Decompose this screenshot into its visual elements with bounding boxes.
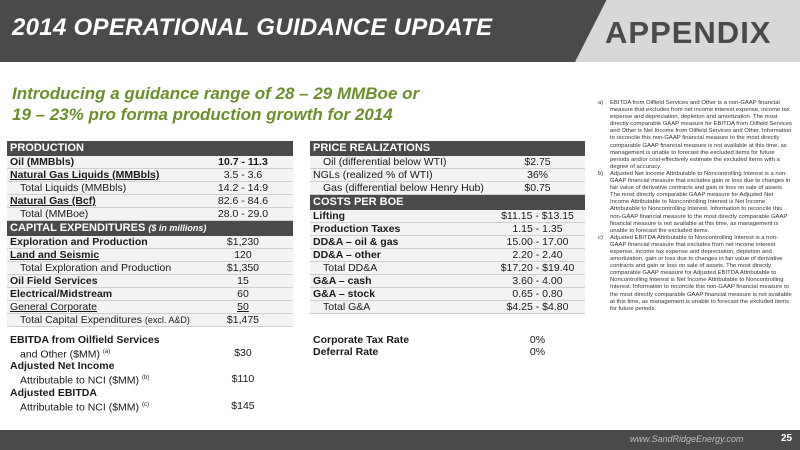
row-value: 14.2 - 14.9 [193, 182, 293, 195]
row-label: Exploration and Production [7, 236, 193, 249]
footnote-text: Adjusted Net Income Attributable to Noncontrolling Interest is a non-GAAP financial measure that excludes gain or loss due to changes in fair value of derivative contracts and gain or loss on sale of assets. The most directly comparable GAAP measure for Adjusted Net Income Attributable to Noncontrolling Interest is Net Income Attributable to Noncontrolling Interest. Information to reconcile this non-GAAP financial measure to the most directly comparable GAAP financial measure is not available at this time, as management is unable to forecast the excluded items. [610, 170, 791, 234]
footnote-b [598, 171, 793, 235]
table-row [7, 301, 293, 314]
row-label: Natural Gas (Bcf) [7, 195, 193, 208]
footer-bar [0, 430, 800, 450]
subtitle [12, 83, 452, 125]
row-label: Gas (differential below Henry Hub) [310, 182, 490, 195]
prices-header [310, 141, 585, 156]
row-label: Total Capital Expenditures [20, 314, 142, 326]
table-row [7, 275, 293, 288]
row-label: Total Exploration and Production [7, 262, 193, 275]
table-row [7, 262, 293, 275]
table-row [7, 314, 293, 327]
table-row [310, 236, 585, 249]
table-row [310, 249, 585, 262]
appendix-label: APPENDIX [605, 15, 772, 50]
table-row [310, 301, 585, 314]
table-row [7, 156, 293, 169]
row-value: $17.20 - $19.40 [490, 262, 585, 275]
row-label: G&A – stock [310, 288, 490, 301]
row-label: Total Liquids (MMBbls) [7, 182, 193, 195]
guidance-table-right [310, 141, 585, 358]
costs-heading: COSTS PER BOE [310, 195, 585, 211]
footnote-text: EBITDA from Oilfield Services and Other is a non-GAAP financial measure that excludes from net income interest expense, income tax expense and depreciation, depletion and amortization. The most directly comparable GAAP measure for EBITDA from Oilfield Services and Other is Net Income from Oilfield Services and Other. Information to reconcile this non-GAAP financial measure to the most directly comparable GAAP financial measure is not available at this time, as management is unable to forecast the excluded items for future periods and/or cost-effectively estimate the excluded items with a degree of accuracy. [610, 100, 792, 170]
row-value: $110 [193, 372, 293, 387]
capex-header [7, 221, 293, 237]
table-row [7, 372, 293, 387]
row-value: 50 [193, 301, 293, 314]
production-header [7, 141, 293, 156]
row-value: 10.7 - 11.3 [193, 156, 293, 169]
row-label: DD&A – other [310, 249, 490, 262]
row-label: Total G&A [310, 301, 490, 314]
subtitle-line-1: Introducing a guidance range of 28 – 29 MMBoe or [12, 84, 420, 103]
table-row [310, 182, 585, 195]
row-value: 60 [193, 288, 293, 301]
table-row [310, 346, 585, 358]
row-label-suffix: (excl. A&D) [144, 315, 190, 325]
website-link[interactable]: www.SandRidgeEnergy.com [630, 434, 744, 444]
row-value: $11.15 - $13.15 [490, 210, 585, 223]
prices-heading: PRICE REALIZATIONS [310, 141, 585, 156]
table-row [7, 288, 293, 301]
row-label: Oil (MMBbls) [7, 156, 193, 169]
table-row [310, 169, 585, 182]
row-value: 0% [490, 346, 585, 358]
footnote-letter: b) [598, 170, 604, 177]
table-row [7, 387, 293, 399]
table-row [310, 275, 585, 288]
page-title: 2014 OPERATIONAL GUIDANCE UPDATE [12, 14, 493, 41]
row-label: Attributable to NCI ($MM) [20, 401, 140, 413]
header-bar [0, 0, 800, 62]
row-value: 3.60 - 4.00 [490, 275, 585, 288]
footnotes [598, 100, 793, 313]
table-row [7, 236, 293, 249]
row-label: G&A – cash [310, 275, 490, 288]
row-label: EBITDA from Oilfield Services [7, 334, 193, 346]
page-number: 25 [781, 433, 793, 444]
row-value: $4.25 - $4.80 [490, 301, 585, 314]
row-label: Electrical/Midstream [7, 288, 193, 301]
row-label: and Other ($MM) [20, 348, 100, 360]
row-label: Total DD&A [310, 262, 490, 275]
table-row [7, 346, 293, 361]
row-value: $2.75 [490, 156, 585, 169]
row-label: Natural Gas Liquids (MMBbls) [7, 169, 193, 182]
row-label: NGLs (realized % of WTI) [310, 169, 490, 182]
table-row [310, 288, 585, 301]
row-value: $1,350 [193, 262, 293, 275]
row-value: $1,475 [193, 314, 293, 327]
table-row [7, 360, 293, 372]
row-value: 36% [490, 169, 585, 182]
row-value: 15.00 - 17.00 [490, 236, 585, 249]
row-label: Deferral Rate [310, 346, 490, 358]
footnote-letter: c) [598, 234, 603, 241]
row-value: $145 [193, 399, 293, 414]
row-value: 0% [490, 334, 585, 346]
row-value: 15 [193, 275, 293, 288]
table-row [310, 156, 585, 169]
table-row [7, 334, 293, 346]
row-value: 3.5 - 3.6 [193, 169, 293, 182]
row-label: Land and Seismic [7, 249, 193, 262]
row-value: 28.0 - 29.0 [193, 208, 293, 221]
row-label: Oil (differential below WTI) [310, 156, 490, 169]
row-label: Corporate Tax Rate [310, 334, 490, 346]
footnote-letter: a) [598, 100, 604, 106]
table-row [7, 249, 293, 262]
table-row [7, 195, 293, 208]
row-label: Lifting [310, 210, 490, 223]
row-value: $1,230 [193, 236, 293, 249]
costs-header [310, 195, 585, 211]
table-row [310, 223, 585, 236]
table-row [310, 262, 585, 275]
table-row [310, 334, 585, 346]
row-value: 120 [193, 249, 293, 262]
table-row [7, 208, 293, 221]
table-row [310, 210, 585, 223]
row-value: 82.6 - 84.6 [193, 195, 293, 208]
production-heading: PRODUCTION [7, 141, 293, 156]
row-label: DD&A – oil & gas [310, 236, 490, 249]
capex-unit: ($ in millions) [148, 223, 207, 233]
subtitle-line-2: 19 – 23% pro forma production growth for 2014 [12, 105, 393, 124]
footnote-a [598, 100, 793, 171]
footnote-ref: (c) [141, 401, 149, 408]
footnote-text: Adjusted EBITDA Attributable to Noncontrolling Interest is a non-GAAP financial measure that excludes from net income interest expense, income tax expense and depreciation, depletion and amortization, gain or loss due to changes in fair value of derivative contracts and gain or loss on sale of assets. The most directly comparable GAAP measure for Adjusted EBITDA Attributable to Noncontrolling Interest is Net Income Attributable to Noncontrolling Interest. Information to reconcile this non-GAAP financial measure to the most directly comparable GAAP financial measure is not available at this time, as management is unable to forecast the excluded items for future periods. [610, 234, 792, 312]
row-value: 1.15 - 1.35 [490, 223, 585, 236]
row-label: Production Taxes [310, 223, 490, 236]
guidance-table-left [7, 141, 293, 413]
table-row [7, 169, 293, 182]
table-row [7, 182, 293, 195]
capex-heading: CAPITAL EXPENDITURES [10, 222, 146, 234]
footnote-ref: (a) [102, 348, 111, 355]
row-value: 2.20 - 2.40 [490, 249, 585, 262]
row-label: Total (MMBoe) [7, 208, 193, 221]
row-label: Adjusted Net Income [7, 360, 193, 372]
table-row [7, 399, 293, 414]
row-label: Attributable to NCI ($MM) [20, 374, 140, 387]
row-label: Adjusted EBITDA [7, 387, 193, 399]
row-value: 0.65 - 0.80 [490, 288, 585, 301]
row-value: $0.75 [490, 182, 585, 195]
footnote-ref: (b) [141, 375, 150, 381]
row-label: General Corporate [7, 301, 193, 314]
footnote-c [598, 235, 793, 313]
row-value: $30 [193, 346, 293, 361]
row-label: Oil Field Services [7, 275, 193, 288]
